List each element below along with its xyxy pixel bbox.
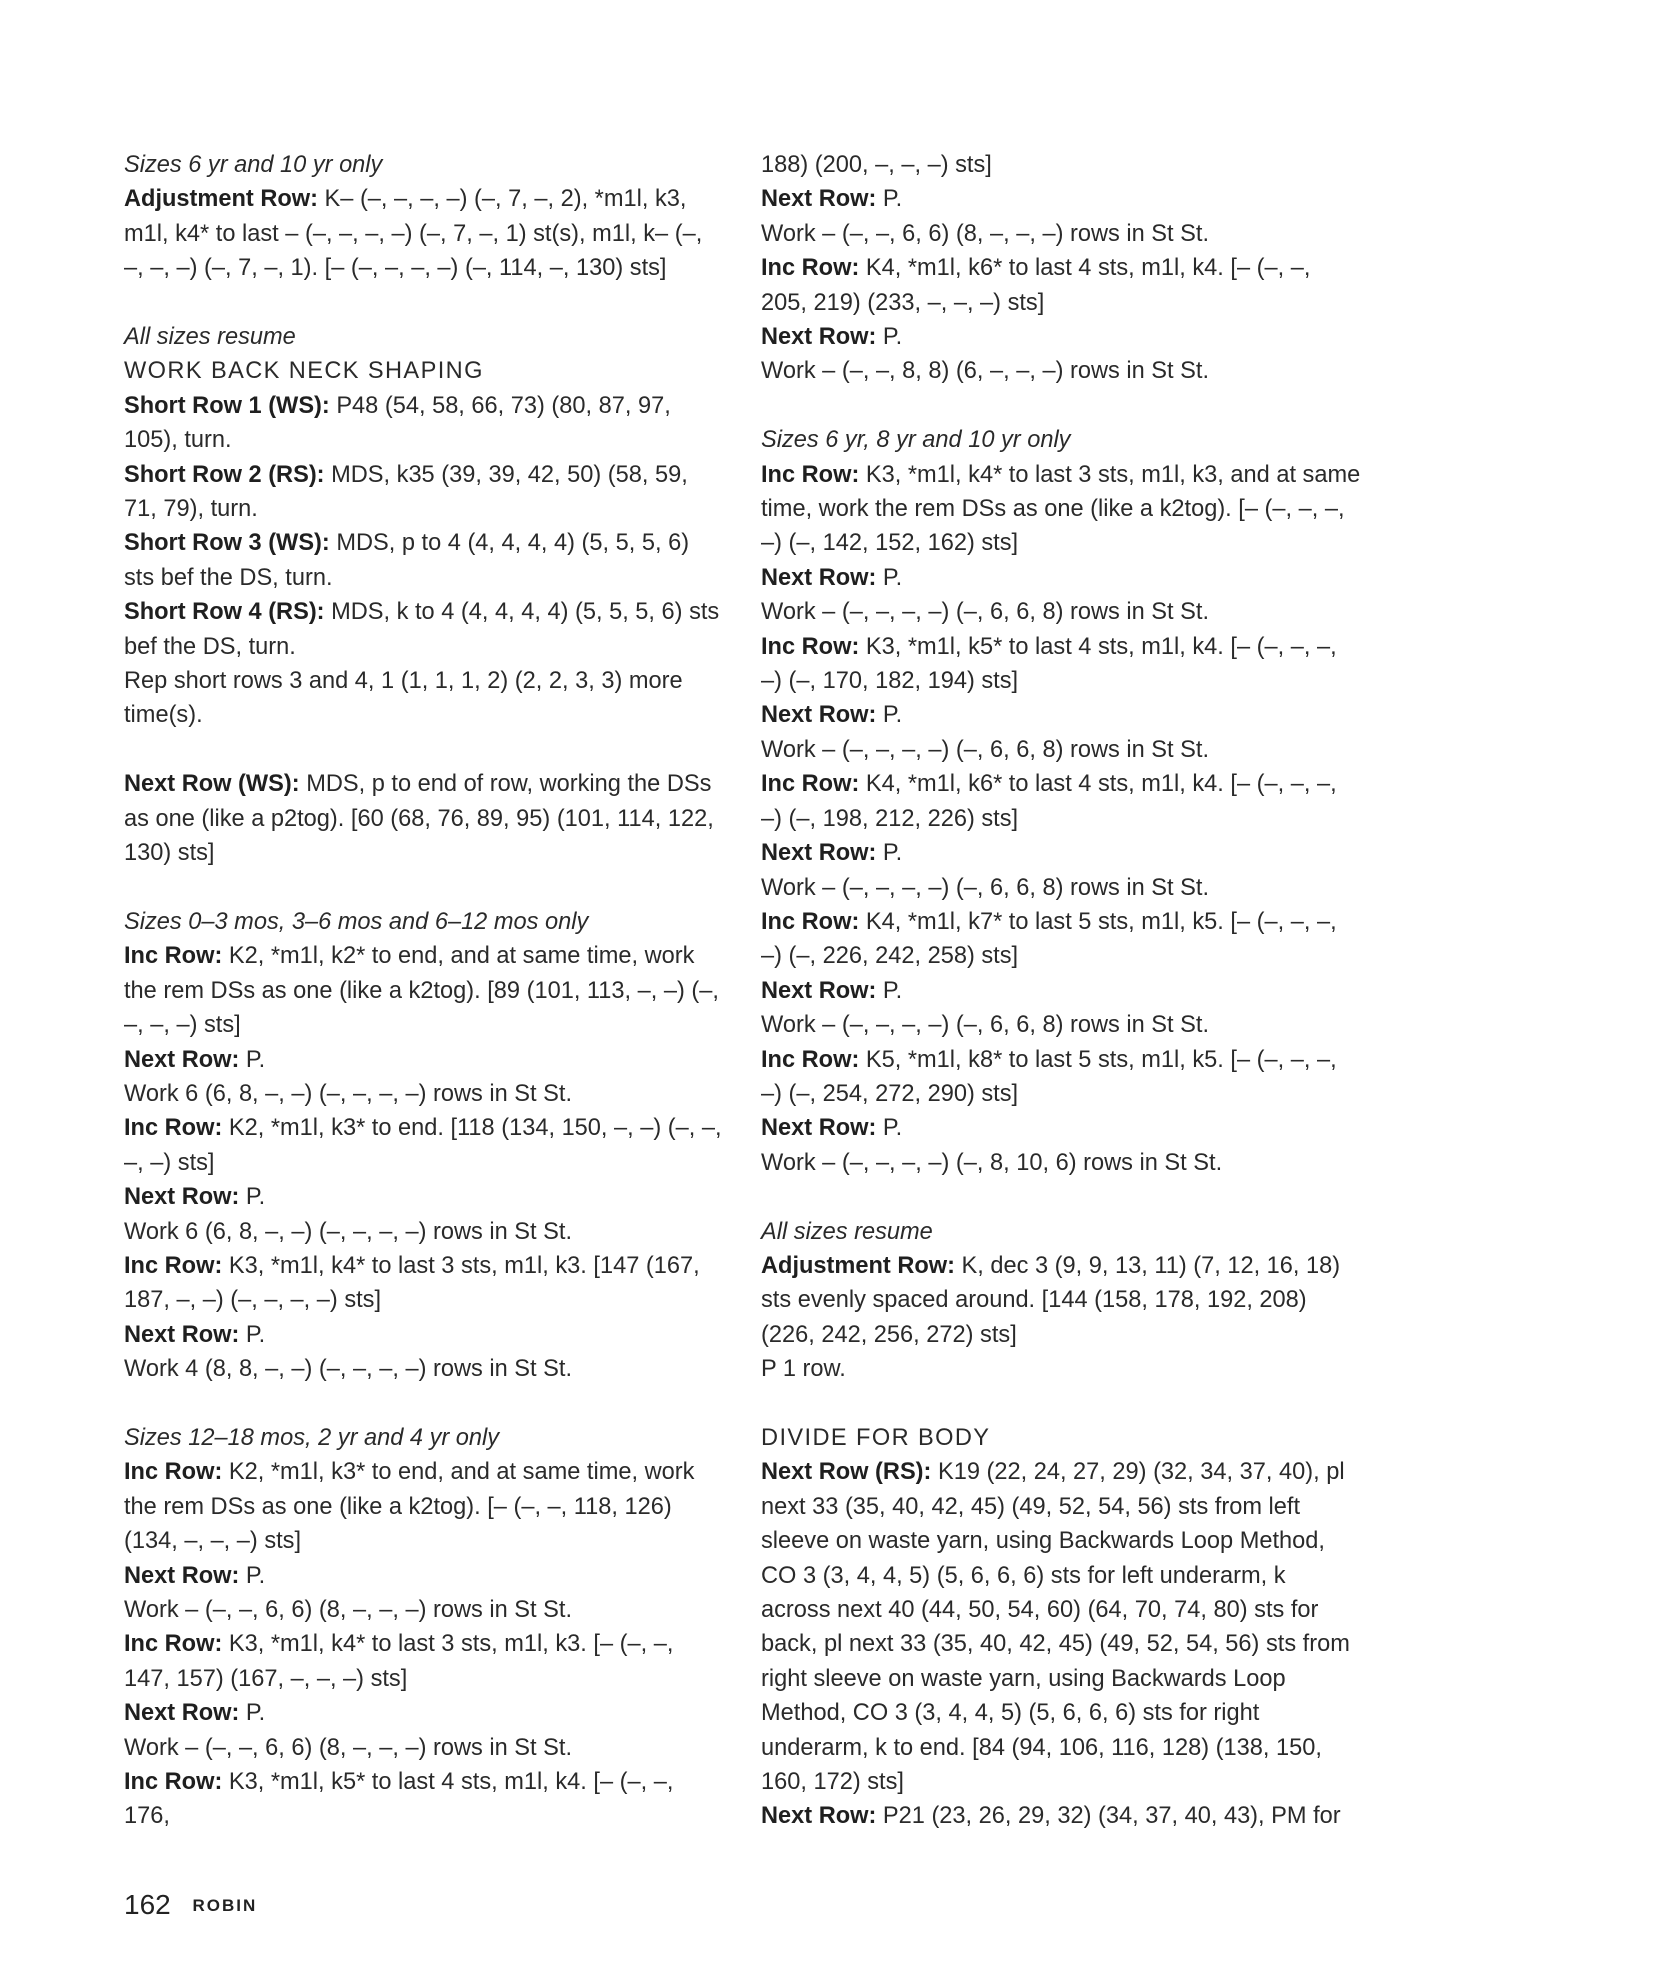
instruction-row (124, 1455, 724, 1558)
instruction-row (761, 1249, 1361, 1352)
row-label: Inc Row: (124, 1769, 223, 1796)
row-label: Short Row 3 (WS): (124, 530, 330, 557)
instruction-row (761, 458, 1361, 561)
row-label: Inc Row: (761, 633, 860, 660)
row-label: Next Row: (124, 1562, 240, 1589)
section-heading: All sizes resume (124, 324, 296, 351)
row-text: P. (876, 186, 903, 213)
row-label: Adjustment Row: (124, 186, 318, 213)
paragraph-spacer (124, 733, 724, 767)
row-label: Inc Row: (761, 771, 860, 798)
instruction-row (124, 1111, 724, 1180)
instruction-text: Work – (–, –, –, –) (–, 6, 6, 8) rows in St St. (761, 874, 1210, 901)
row-label: Next Row: (761, 840, 877, 867)
instruction-text: Work – (–, –, 6, 6) (8, –, –, –) rows in St St. (124, 1597, 573, 1623)
row-label: Inc Row: (761, 255, 860, 282)
row-text: K2, *m1l, k2* to end, and at same time, work the rem DSs as one (like a k2tog). [89 (101, 113, –, –) (–, –, –, –) sts] (124, 943, 719, 1039)
row-label: Next Row: (761, 324, 877, 351)
row-text: K2, *m1l, k3* to end, and at same time, work the rem DSs as one (like a k2tog). [– (–, –, 118, 126) (134, –, –, –) sts] (124, 1459, 695, 1555)
instruction-text: Work – (–, –, –, –) (–, 6, 6, 8) rows in St St. (761, 599, 1210, 626)
instruction-row (761, 974, 1361, 1008)
instruction-row (761, 1455, 1361, 1799)
instruction-row (761, 905, 1361, 974)
row-label: Next Row: (124, 1321, 240, 1348)
section-title: DIVIDE FOR BODY (761, 1424, 991, 1451)
row-text: P. (876, 840, 903, 867)
row-text: K, dec 3 (9, 9, 13, 11) (7, 12, 16, 18) sts evenly spaced around. [144 (158, 178, 192, 208) (226, 242, 256, 272) sts] (761, 1252, 1341, 1348)
instruction-row (761, 1111, 1361, 1145)
row-label: Inc Row: (124, 1115, 223, 1142)
row-label: Next Row: (761, 977, 877, 1004)
instruction-row (124, 767, 724, 870)
row-text: K19 (22, 24, 27, 29) (32, 34, 37, 40), pl next 33 (35, 40, 42, 45) (49, 52, 54, 56) sts from left sleeve on waste yarn, using Backwards Loop Method, CO 3 (3, 4, 4, 5) (5, 6, 6, 6) sts for left underarm, k across next 40 (44, 50, 54, 60) (64, 70, 74, 80) sts for back, pl next 33 (35, 40, 42, 45) (49, 52, 54, 56) sts from right sleeve on waste yarn, using Backwards Loop Method, CO 3 (3, 4, 4, 5) (5, 6, 6, 6) sts for right underarm, k to end. [84 (94, 106, 116, 128) (138, 150, 160, 172) sts] (761, 1459, 1350, 1796)
instruction-row (761, 630, 1361, 699)
row-label: Next Row (RS): (761, 1459, 932, 1486)
row-label: Next Row (WS): (124, 771, 300, 798)
row-text: MDS, p to end of row, working the DSs as one (like a p2tog). [60 (68, 76, 89, 95) (101, 114, 122, 130) sts] (124, 771, 714, 867)
page-number: 162 (124, 1889, 171, 1920)
row-label: Next Row: (761, 186, 877, 213)
row-label: Next Row: (124, 1046, 240, 1073)
row-text: P21 (23, 26, 29, 32) (34, 37, 40, 43), PM for (876, 1803, 1341, 1830)
instruction-row (761, 698, 1361, 732)
instruction-row (761, 251, 1361, 320)
instruction-row (761, 1043, 1361, 1112)
page-footer (124, 1887, 257, 1924)
instruction-row (124, 1559, 724, 1593)
row-text: P. (239, 1321, 266, 1348)
instruction-text: Work – (–, –, 6, 6) (8, –, –, –) rows in St St. (761, 220, 1210, 247)
section-heading: Sizes 0–3 mos, 3–6 mos and 6–12 mos only (124, 908, 589, 935)
instruction-text: Work – (–, –, –, –) (–, 6, 6, 8) rows in St St. (761, 1012, 1210, 1039)
paragraph-spacer (761, 1387, 1361, 1421)
row-label: Adjustment Row: (761, 1252, 955, 1279)
row-text: P. (876, 564, 903, 591)
row-text: K4, *m1l, k6* to last 4 sts, m1l, k4. [– (–, –, 205, 219) (233, –, –, –) sts] (761, 255, 1311, 316)
row-text: K4, *m1l, k7* to last 5 sts, m1l, k5. [– (–, –, –, –) (–, 226, 242, 258) sts] (761, 908, 1337, 970)
instruction-row (124, 1043, 724, 1077)
row-text: P. (876, 1115, 903, 1142)
instruction-row (124, 1180, 724, 1214)
row-label: Inc Row: (124, 1252, 223, 1279)
row-label: Inc Row: (124, 1631, 223, 1658)
row-label: Next Row: (124, 1700, 240, 1727)
section-title: WORK BACK NECK SHAPING (124, 358, 484, 385)
instruction-text: P 1 row. (761, 1356, 846, 1383)
row-text: P. (239, 1184, 266, 1211)
instruction-row (124, 182, 724, 285)
section-heading: Sizes 12–18 mos, 2 yr and 4 yr only (124, 1424, 500, 1451)
row-text: K4, *m1l, k6* to last 4 sts, m1l, k4. [– (–, –, –, –) (–, 198, 212, 226) sts] (761, 771, 1337, 832)
instruction-row (761, 182, 1361, 216)
row-label: Short Row 1 (WS): (124, 392, 330, 419)
row-text: K5, *m1l, k8* to last 5 sts, m1l, k5. [– (–, –, –, –) (–, 254, 272, 290) sts] (761, 1046, 1337, 1107)
paragraph-spacer (124, 871, 724, 905)
row-label: Next Row: (761, 1803, 877, 1830)
instruction-row (761, 1799, 1361, 1833)
section-heading: All sizes resume (761, 1218, 933, 1245)
row-text: P. (876, 702, 903, 729)
right-column (761, 148, 1361, 1834)
instruction-row (761, 836, 1361, 870)
row-text: MDS, k35 (39, 39, 42, 50) (58, 59, 71, 79), turn. (124, 461, 688, 523)
instruction-row (124, 1627, 724, 1696)
instruction-text: Work – (–, –, 6, 6) (8, –, –, –) rows in St St. (124, 1734, 573, 1761)
row-label: Inc Row: (761, 908, 860, 935)
row-text: K3, *m1l, k4* to last 3 sts, m1l, k3, and at same time, work the rem DSs as one (like a k2tog). [– (–, –, –, –) (–, 142, 152, 162) sts] (761, 461, 1361, 557)
instruction-row (761, 767, 1361, 836)
row-text: K– (–, –, –, –) (–, 7, –, 2), *m1l, k3, m1l, k4* to last – (–, –, –, –) (–, 7, –, 1) st(s), m1l, k– (–, –, –, –) (–, 7, –, 1). [– (–, –, –, –) (–, 114, –, 130) sts] (124, 186, 703, 282)
instruction-row (124, 1765, 724, 1834)
row-text: K3, *m1l, k5* to last 4 sts, m1l, k4. [– (–, –, 176, (124, 1769, 674, 1830)
row-text: K3, *m1l, k4* to last 3 sts, m1l, k3. [– (–, –, 147, 157) (167, –, –, –) sts] (124, 1631, 674, 1692)
paragraph-spacer (761, 389, 1361, 423)
paragraph-spacer (124, 286, 724, 320)
left-column (124, 148, 724, 1834)
instruction-row (761, 561, 1361, 595)
instruction-row (124, 1249, 724, 1318)
row-label: Short Row 4 (RS): (124, 599, 325, 626)
instruction-row (124, 526, 724, 595)
instruction-text: Work – (–, –, –, –) (–, 8, 10, 6) rows in St St. (761, 1149, 1223, 1176)
row-text: K2, *m1l, k3* to end. [118 (134, 150, –, –) (–, –, –, –) sts] (124, 1115, 722, 1176)
row-text: K3, *m1l, k4* to last 3 sts, m1l, k3. [147 (167, 187, –, –) (–, –, –, –) sts] (124, 1252, 700, 1314)
instruction-text: Work – (–, –, 8, 8) (6, –, –, –) rows in St St. (761, 358, 1210, 385)
row-text: P48 (54, 58, 66, 73) (80, 87, 97, 105), turn. (124, 392, 671, 454)
row-label: Inc Row: (761, 461, 860, 488)
instruction-text: Work – (–, –, –, –) (–, 6, 6, 8) rows in St St. (761, 736, 1210, 763)
paragraph-spacer (124, 1387, 724, 1421)
row-label: Short Row 2 (RS): (124, 461, 325, 488)
row-label: Next Row: (761, 564, 877, 591)
instruction-row (761, 320, 1361, 354)
instruction-row (124, 595, 724, 664)
row-text: P. (876, 324, 903, 351)
row-label: Inc Row: (124, 1459, 223, 1486)
row-text: P. (239, 1562, 266, 1589)
row-label: Inc Row: (124, 943, 223, 970)
section-heading: Sizes 6 yr, 8 yr and 10 yr only (761, 427, 1071, 454)
row-text: MDS, k to 4 (4, 4, 4, 4) (5, 5, 5, 6) sts bef the DS, turn. (124, 599, 720, 660)
instruction-row (124, 458, 724, 527)
paragraph-spacer (761, 1180, 1361, 1214)
row-label: Inc Row: (761, 1046, 860, 1073)
running-title: ROBIN (192, 1896, 258, 1915)
row-text: P. (876, 977, 903, 1004)
section-heading: Sizes 6 yr and 10 yr only (124, 152, 383, 178)
instruction-text: 188) (200, –, –, –) sts] (761, 152, 992, 178)
row-text: MDS, p to 4 (4, 4, 4, 4) (5, 5, 5, 6) sts bef the DS, turn. (124, 530, 690, 591)
instruction-text: Work 6 (6, 8, –, –) (–, –, –, –) rows in St St. (124, 1218, 573, 1245)
row-text: P. (239, 1700, 266, 1727)
instruction-row (124, 389, 724, 458)
instruction-row (124, 1318, 724, 1352)
instruction-text: Work 6 (6, 8, –, –) (–, –, –, –) rows in St St. (124, 1080, 573, 1107)
instruction-row (124, 939, 724, 1042)
row-text: P. (239, 1046, 266, 1073)
row-text: K3, *m1l, k5* to last 4 sts, m1l, k4. [– (–, –, –, –) (–, 170, 182, 194) sts] (761, 633, 1337, 695)
row-label: Next Row: (761, 1115, 877, 1142)
instruction-text: Rep short rows 3 and 4, 1 (1, 1, 1, 2) (2, 2, 3, 3) more time(s). (124, 668, 683, 729)
instruction-text: Work 4 (8, 8, –, –) (–, –, –, –) rows in St St. (124, 1356, 573, 1383)
instruction-row (124, 1696, 724, 1730)
row-label: Next Row: (761, 702, 877, 729)
row-label: Next Row: (124, 1184, 240, 1211)
